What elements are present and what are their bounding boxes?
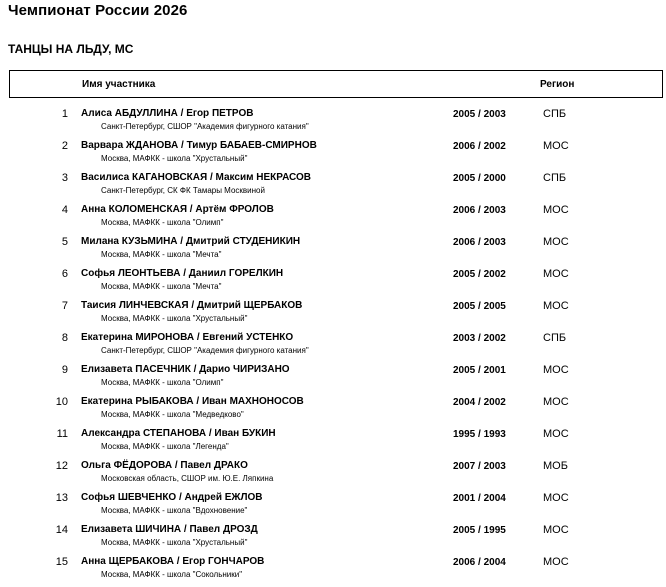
pair-names: Анна ЩЕРБАКОВА / Егор ГОНЧАРОВ [81, 556, 265, 567]
club-name: Санкт-Петербург, СШОР "Академия фигурного катания" [101, 346, 309, 355]
region-code: МОБ [543, 460, 568, 472]
region-code: МОС [543, 204, 569, 216]
club-name: Москва, МАФКК - школа "Хрустальный" [101, 314, 248, 323]
rank-number: 15 [55, 556, 68, 568]
rank-number: 1 [61, 108, 68, 120]
column-header-region: Регион [540, 79, 575, 90]
birth-years: 2005 / 2005 [453, 301, 506, 312]
region-code: МОС [543, 428, 569, 440]
event-subtitle: ТАНЦЫ НА ЛЬДУ, МС [8, 42, 134, 56]
pair-names: Софья ЛЕОНТЬЕВА / Даниил ГОРЕЛКИН [81, 268, 284, 279]
table-row [0, 522, 666, 554]
rank-number: 3 [61, 172, 68, 184]
rank-number: 10 [55, 396, 68, 408]
region-code: МОС [543, 492, 569, 504]
pair-names: Таисия ЛИНЧЕВСКАЯ / Дмитрий ЩЕРБАКОВ [81, 300, 303, 311]
table-row [0, 170, 666, 202]
table-row [0, 426, 666, 458]
rank-number: 4 [61, 204, 68, 216]
rank-number: 5 [61, 236, 68, 248]
birth-years: 2005 / 2001 [453, 365, 506, 376]
birth-years: 2005 / 2002 [453, 269, 506, 280]
birth-years: 2006 / 2003 [453, 205, 506, 216]
club-name: Москва, МАФКК - школа "Вдохновение" [101, 506, 248, 515]
region-code: МОС [543, 236, 569, 248]
region-code: МОС [543, 396, 569, 408]
region-code: СПБ [543, 332, 567, 344]
table-row [0, 266, 666, 298]
table-row [0, 298, 666, 330]
table-row [0, 138, 666, 170]
rank-number: 11 [56, 428, 68, 440]
column-header-name: Имя участника [82, 79, 156, 90]
club-name: Санкт-Петербург, СШОР "Академия фигурного катания" [101, 122, 309, 131]
birth-years: 2005 / 1995 [453, 525, 506, 536]
club-name: Москва, МАФКК - школа "Медведково" [101, 410, 244, 419]
region-code: МОС [543, 300, 569, 312]
club-name: Москва, МАФКК - школа "Хрустальный" [101, 154, 248, 163]
rank-number: 8 [61, 332, 68, 344]
page-title: Чемпионат России 2026 [8, 2, 188, 19]
pair-names: Елизавета ПАСЕЧНИК / Дарио ЧИРИЗАНО [81, 364, 290, 375]
pair-names: Анна КОЛОМЕНСКАЯ / Артём ФРОЛОВ [81, 204, 274, 215]
rank-number: 7 [61, 300, 68, 312]
birth-years: 2006 / 2004 [453, 557, 506, 568]
birth-years: 2005 / 2000 [453, 173, 506, 184]
pair-names: Варвара ЖДАНОВА / Тимур БАБАЕВ-СМИРНОВ [81, 140, 317, 151]
region-code: МОС [543, 364, 569, 376]
birth-years: 2007 / 2003 [453, 461, 506, 472]
club-name: Москва, МАФКК - школа "Олимп" [101, 378, 224, 387]
table-row [0, 554, 666, 586]
rank-number: 13 [55, 492, 68, 504]
region-code: МОС [543, 524, 569, 536]
pair-names: Елизавета ШИЧИНА / Павел ДРОЗД [81, 524, 258, 535]
table-row [0, 458, 666, 490]
club-name: Москва, МАФКК - школа "Хрустальный" [101, 538, 248, 547]
birth-years: 2004 / 2002 [453, 397, 506, 408]
pair-names: Александра СТЕПАНОВА / Иван БУКИН [81, 428, 276, 439]
pair-names: Софья ШЕВЧЕНКО / Андрей ЕЖЛОВ [81, 492, 263, 503]
region-code: СПБ [543, 172, 567, 184]
table-header [9, 70, 663, 98]
birth-years: 2006 / 2002 [453, 141, 506, 152]
birth-years: 1995 / 1993 [453, 429, 506, 440]
region-code: СПБ [543, 108, 567, 120]
club-name: Москва, МАФКК - школа "Сокольники" [101, 570, 243, 579]
table-row [0, 234, 666, 266]
birth-years: 2003 / 2002 [453, 333, 506, 344]
birth-years: 2006 / 2003 [453, 237, 506, 248]
table-row [0, 490, 666, 522]
rank-number: 2 [61, 140, 68, 152]
table-row [0, 362, 666, 394]
table-row [0, 202, 666, 234]
birth-years: 2005 / 2003 [453, 109, 506, 120]
birth-years: 2001 / 2004 [453, 493, 506, 504]
region-code: МОС [543, 556, 569, 568]
club-name: Санкт-Петербург, СК ФК Тамары Москвиной [101, 186, 265, 195]
table-row [0, 394, 666, 426]
rank-number: 9 [61, 364, 68, 376]
rank-number: 14 [55, 524, 68, 536]
pair-names: Екатерина РЫБАКОВА / Иван МАХНОНОСОВ [81, 396, 304, 407]
pair-names: Милана КУЗЬМИНА / Дмитрий СТУДЕНИКИН [81, 236, 301, 247]
club-name: Москва, МАФКК - школа "Легенда" [101, 442, 229, 451]
table-row [0, 330, 666, 362]
pair-names: Василиса КАГАНОВСКАЯ / Максим НЕКРАСОВ [81, 172, 312, 183]
pair-names: Алиса АБДУЛЛИНА / Егор ПЕТРОВ [81, 108, 254, 119]
table-row [0, 106, 666, 138]
club-name: Москва, МАФКК - школа "Олимп" [101, 218, 224, 227]
club-name: Москва, МАФКК - школа "Мечта" [101, 250, 222, 259]
club-name: Московская область, СШОР им. Ю.Е. Ляпкина [101, 474, 274, 483]
club-name: Москва, МАФКК - школа "Мечта" [101, 282, 222, 291]
region-code: МОС [543, 268, 569, 280]
pair-names: Ольга ФЁДОРОВА / Павел ДРАКО [81, 460, 248, 471]
region-code: МОС [543, 140, 569, 152]
participants-list [0, 106, 666, 586]
rank-number: 6 [61, 268, 68, 280]
rank-number: 12 [55, 460, 68, 472]
pair-names: Екатерина МИРОНОВА / Евгений УСТЕНКО [81, 332, 294, 343]
